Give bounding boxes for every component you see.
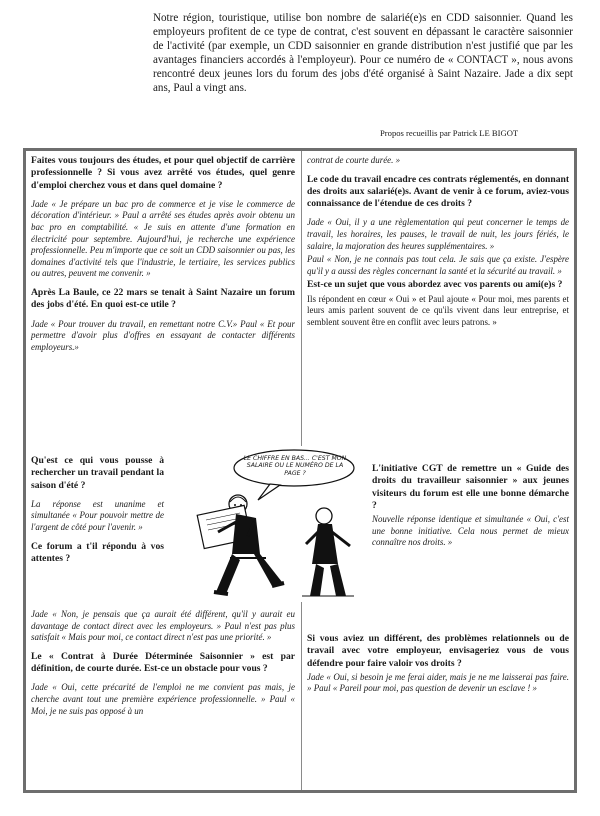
answer-expectations: Jade « Non, je pensais que ça aurait été différent, qu'il y aurait eu davantage de contact direct avec les employeurs. » Paul n'est pas plus satisfait « Mais pour moi, ce contact direct n'est pas une priorité. »: [31, 609, 295, 643]
answer-rights-paul: Paul « Non, je ne connais pas tout cela. Je sais que ça existe. J'espère qu'il y a aussi des règles concernant la santé et la sécurité au travail. »: [307, 254, 569, 276]
answer-career: Jade « Je prépare un bac pro de commerce et je vise le commerce de décoration d'intérieur. » Paul a arrêté ses études après avoir obtenu un bac pro en comptabilité. « Je suis en attente d'une formation en électricité pour septembre. Aujourd'hui, je recherche une expérience professionnelle. Peu m'importe que ce soit un CDD saisonnier ou pas, les domaines d'activité tels que l'industrie, le tertiaire, les services publics ou autres, peuvent me convenir. »: [31, 198, 295, 279]
left-column: [31, 155, 295, 360]
question-parents: Est-ce un sujet que vous abordez avec vos parents ou ami(e)s ?: [307, 279, 563, 291]
speech-bubble-text: LE CHIFFRE EN BAS... C'EST MON SALAIRE OU LE NUMÉRO DE LA PAGE ?: [243, 455, 347, 477]
intro-paragraph: Notre région, touristique, utilise bon nombre de salarié(e)s en CDD saisonnier. Quand les employeurs profitent de ce type de contrat, c'est souvent en dépassant le caractère saisonnier de l'activité (par exemple, un CDD saisonnier en grande distribution n'est justifié que par les avantages financiers accordés à l'employeur). Pour ce numéro de « CONTACT », nous avons rencontré deux jeunes lors du forum des jobs d'été organisé à Saint Nazaire. Jade a dix sept ans, Paul a vingt ans.: [153, 12, 573, 94]
answer-cdd-continued: contrat de courte durée. »: [307, 155, 401, 165]
left-bottom-column: [31, 609, 295, 724]
right-bottom-column: [307, 633, 569, 702]
answer-cdd: Jade « Oui, cette précarité de l'emploi ne me convient pas mais, je cherche avant tout une première expérience professionnelle. » Paul « Moi, je ne suis pas opposé à un: [31, 682, 295, 716]
question-expectations: Ce forum a t'il répondu à vos attentes ?: [31, 540, 164, 564]
answer-rights-jade: Jade « Oui, il y a une règlementation qui peut concerner le temps de travail, les horaires, les pauses, le travail de nuit, les jours fériés, le salaire, la majoration des heures supplémentaires. »: [307, 217, 569, 251]
left-wrap-column: [31, 455, 164, 572]
right-wrap-column: [372, 463, 569, 556]
cartoon-drawing: [174, 446, 366, 602]
question-rights: Le code du travail encadre ces contrats réglementés, en donnant des droits aux salarié(e)s. Avant de venir à ce forum, aviez-vous connaissance de l'étendue de ces droits ?: [307, 173, 570, 210]
question-motivation: Qu'est ce qui vous pousse à rechercher un travail pendant la saison d'été ?: [31, 455, 164, 491]
answer-dispute: Jade « Oui, si besoin je me ferai aider, mais je ne me laisserai pas faire. » Paul « Pareil pour moi, pas question de devenir un esclave ! »: [307, 671, 569, 694]
question-cgt-guide: L'initiative CGT de remettre un « Guide des droits du travailleur saisonnier » aux jeunes visiteurs du forum est elle une bonne démarche ?: [372, 463, 569, 511]
question-career: Faites vous toujours des études, et pour quel objectif de carrière professionnelle ? Si vous avez arrêté vos études, quel genre d'emploi cherchez vous et dans quel domaine ?: [31, 155, 295, 191]
answer-parents: Ils répondent en cœur « Oui » et Paul ajoute « Pour moi, mes parents et leurs amis parlent souvent de ce qu'ils vivent dans leur entreprise, et semblent souvent être en conflit avec leurs patrons. »: [307, 293, 569, 327]
question-dispute: Si vous aviez un différent, des problèmes relationnels ou de travail avec votre employeur, envisageriez vous de vous défendre pour faire valoir vos droits ?: [307, 633, 569, 669]
question-cdd: Le « Contrat à Durée Déterminée Saisonnier » est par définition, de courte durée. Est-ce un obstacle pour vous ?: [31, 650, 295, 675]
cartoon-illustration: [174, 446, 366, 602]
answer-forum: Jade « Pour trouver du travail, en remettant notre C.V.» Paul « Et pour permettre d'avoir plus d'offres en essayant de contacter différents employeurs.»: [31, 318, 295, 352]
right-column: [307, 155, 569, 336]
question-forum: Après La Baule, ce 22 mars se tenait à Saint Nazaire un forum des jobs d'été. En quoi est-ce utile ?: [31, 287, 295, 311]
answer-cgt-guide: Nouvelle réponse identique et simultanée « Oui, c'est une bonne initiative. Cela nous permet de mieux connaître nos droits. »: [372, 514, 569, 548]
answer-motivation: La réponse est unanime et simultanée « Pour pouvoir mettre de l'argent de côté pour l'avenir. »: [31, 498, 164, 533]
credit-line: Propos recueillis par Patrick LE BIGOT: [380, 128, 519, 138]
